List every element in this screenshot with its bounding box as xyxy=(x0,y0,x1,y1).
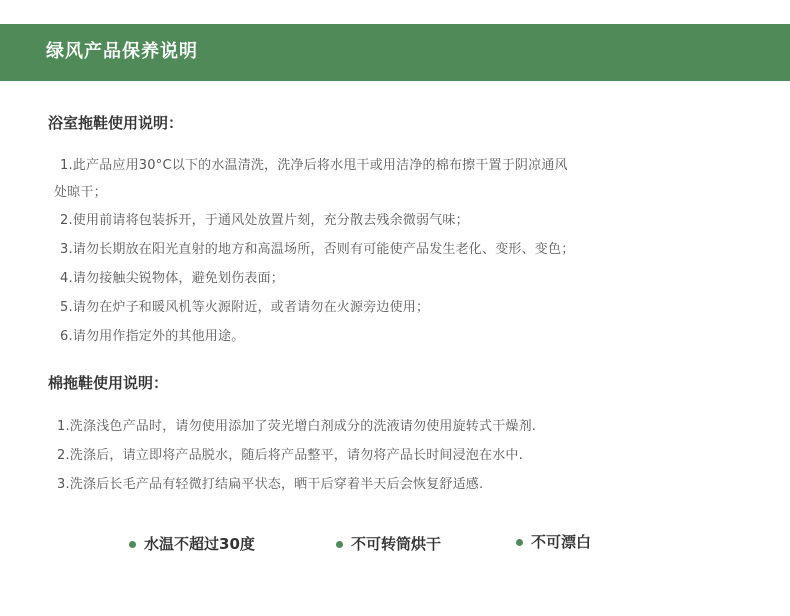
care-badges xyxy=(0,533,790,557)
list-item-text-continued: 处晾干； xyxy=(54,185,107,200)
top-spacer xyxy=(0,0,790,24)
care-badge-no-tumble-dry xyxy=(336,533,441,555)
list-item: 3.请勿长期放在阳光直射的地方和高温场所，否则有可能使产品发生老化、变形、变色； xyxy=(60,242,575,257)
cotton-slippers-list xyxy=(57,412,757,499)
list-item: 4.请勿接触尖锐物体，避免划伤表面； xyxy=(60,271,285,286)
list-item: 2.使用前请将包装拆开，于通风处放置片刻，充分散去残余微弱气味； xyxy=(60,213,469,228)
list-item: 1.洗涤浅色产品时，请勿使用添加了荧光增白剂成分的洗液请勿使用旋转式干燥剂. xyxy=(57,419,537,434)
header-banner xyxy=(0,24,790,81)
care-badge-label: 不可漂白 xyxy=(531,533,592,551)
list-item: 6.请勿用作指定外的其他用途。 xyxy=(60,329,245,344)
page-title: 绿风产品保养说明 xyxy=(46,41,198,62)
care-badge-label: 水温不超过30度 xyxy=(144,535,255,553)
list-item: 5.请勿在炉子和暖风机等火源附近，或者请勿在火源旁边使用； xyxy=(60,300,430,315)
bullet-dot-icon xyxy=(336,541,343,548)
list-item: 2.洗涤后，请立即将产品脱水，随后将产品整平，请勿将产品长时间浸泡在水中. xyxy=(57,448,523,463)
care-badge-water-temp xyxy=(129,533,255,555)
care-badge-no-bleach xyxy=(516,531,591,553)
list-item-text: 1.此产品应用30°C以下的水温清洗，洗净后将水甩干或用洁净的棉布擦干置于阴凉通风 xyxy=(60,158,568,173)
cotton-slippers-title: 棉拖鞋使用说明： xyxy=(48,374,169,392)
bullet-dot-icon xyxy=(516,539,523,546)
bath-slippers-list xyxy=(54,152,760,351)
list-item xyxy=(54,152,760,206)
care-badge-label: 不可转筒烘干 xyxy=(351,535,442,553)
bath-slippers-title: 浴室拖鞋使用说明： xyxy=(48,114,184,132)
list-item: 3.洗涤后长毛产品有轻微打结扁平状态，晒干后穿着半天后会恢复舒适感. xyxy=(57,477,484,492)
bullet-dot-icon xyxy=(129,541,136,548)
